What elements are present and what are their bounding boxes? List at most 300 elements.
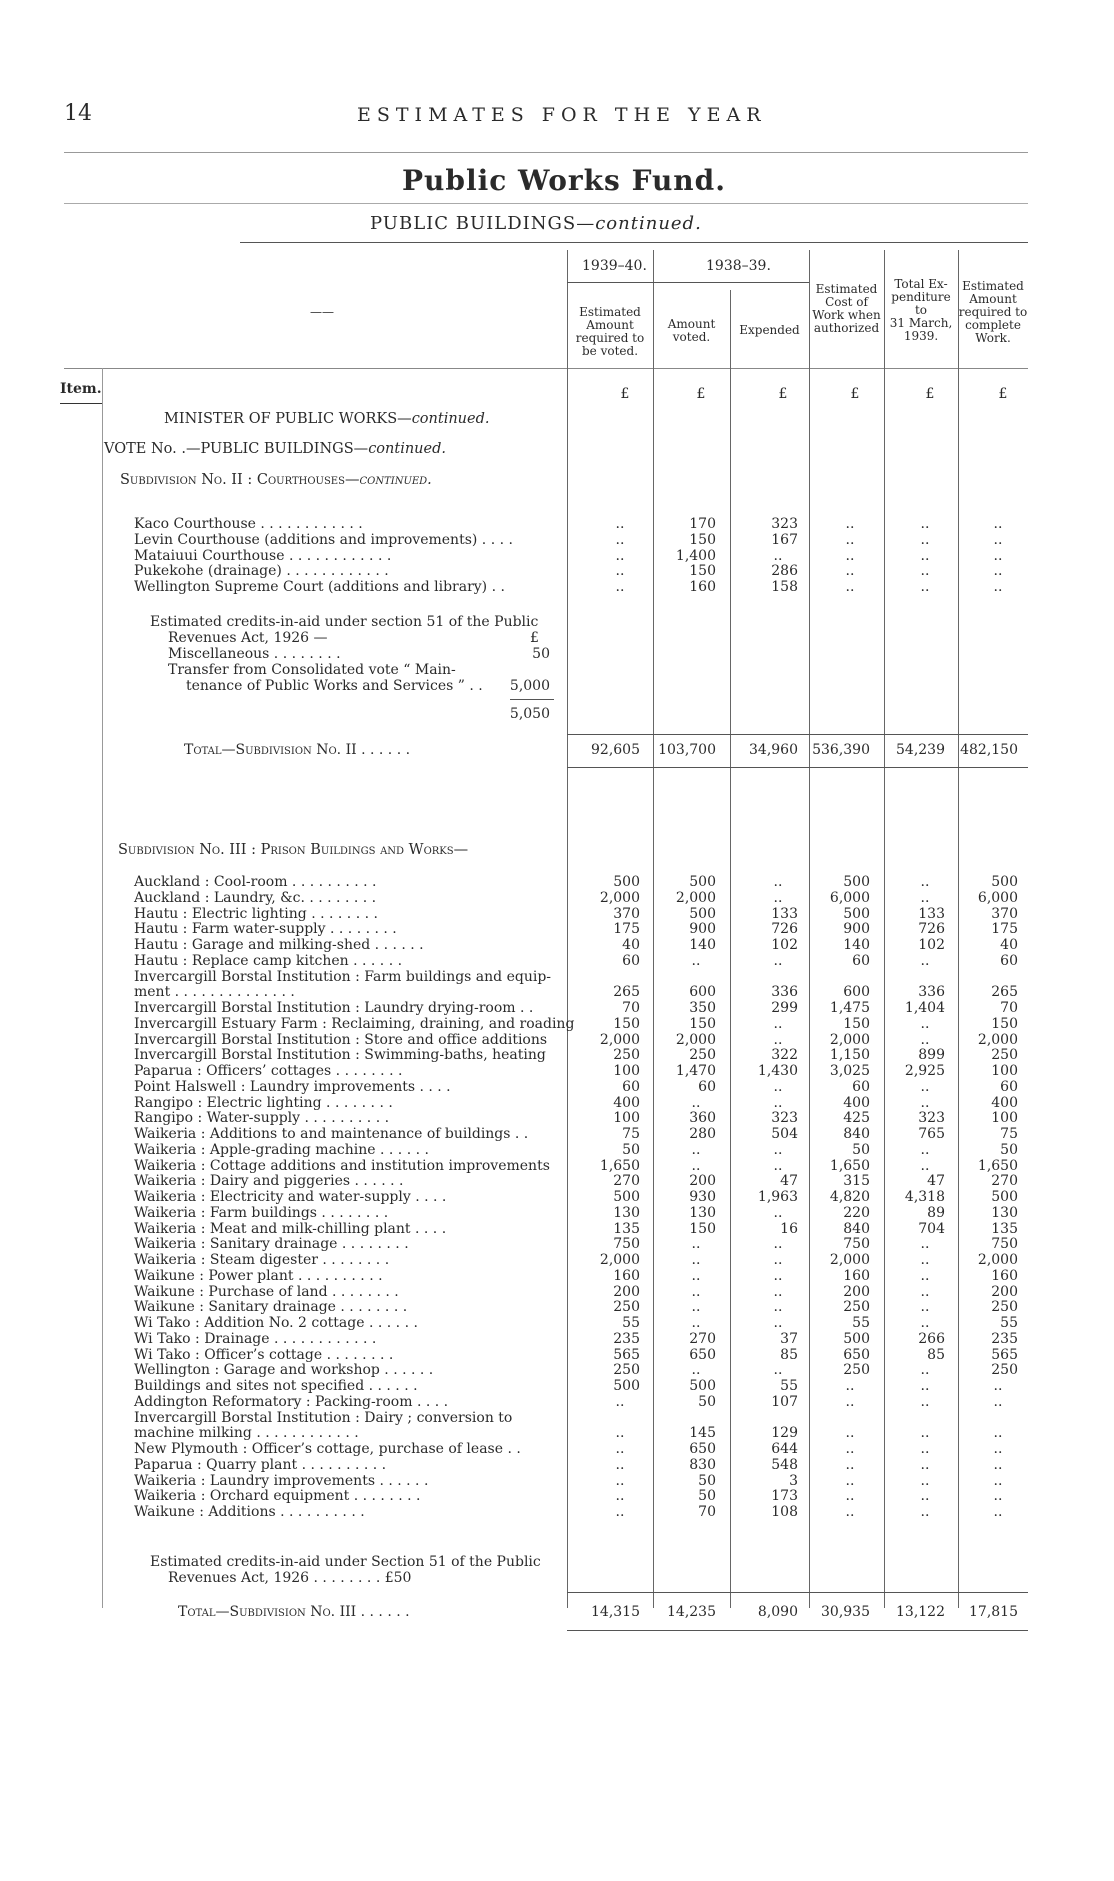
subdiv3-row-cell: 250	[613, 1299, 640, 1316]
subdiv3-row-label: machine milking . . . . . . . . . . . .	[134, 1425, 359, 1442]
subdiv3-row-cell: 235	[613, 1330, 640, 1347]
subdiv2-row-cell: 158	[771, 579, 798, 596]
column-heading-6	[958, 280, 1028, 345]
subdiv3-row-cell: 500	[689, 874, 716, 890]
subdiv3-row-cell: 644	[771, 1441, 798, 1457]
subdiv3-row-cell: 900	[843, 921, 870, 938]
subdiv3-row-cell: ..	[615, 1425, 625, 1442]
subdiv3-row-cell: 323	[771, 1110, 798, 1127]
subdiv2-row-cell: ..	[993, 563, 1003, 580]
subdiv3-row-cell: ..	[691, 1252, 701, 1268]
subdiv3-row-cell: ..	[920, 1488, 930, 1505]
subdiv3-row-label: Invercargill Borstal Institution : Laundry drying-room . .	[134, 1000, 534, 1016]
subdiv3-row-label: Waikune : Power plant . . . . . . . . . .	[134, 1267, 383, 1284]
subdiv3-row-cell: 2,000	[599, 1252, 640, 1268]
subdiv3-row-cell: 2,000	[829, 1031, 870, 1048]
credits-line: Estimated credits-in-aid under Section 51 of the Public	[150, 1554, 541, 1570]
total-top-rule	[567, 734, 1028, 735]
subdiv2-row-cell: ..	[845, 547, 855, 564]
subdiv3-row-cell: ..	[920, 1267, 930, 1284]
subdiv3-row-cell: 129	[771, 1425, 798, 1442]
column-heading-line: Amount	[667, 317, 716, 331]
credits-line: Revenues Act, 1926 . . . . . . . . £50	[168, 1570, 412, 1586]
column-heading-4	[809, 283, 884, 335]
subdiv3-row-cell: ..	[920, 1425, 930, 1442]
subdiv3-row-cell: 1,430	[757, 1063, 798, 1079]
subdiv3-row-cell: 50	[698, 1488, 716, 1505]
currency-symbol: £	[998, 386, 1008, 402]
subdiv3-row-cell: ..	[920, 1393, 930, 1410]
header-rule	[64, 152, 1028, 153]
subdiv2-row-cell: ..	[845, 531, 855, 548]
subdiv3-row-cell: 150	[991, 1015, 1018, 1032]
subdiv3-row-cell: 265	[613, 984, 640, 1001]
credits-line: Miscellaneous . . . . . . . .	[168, 646, 341, 662]
subdiv3-row-cell: ..	[691, 1315, 701, 1331]
subdiv3-row-cell: 140	[689, 937, 716, 953]
year-1938-39: 1938–39.	[706, 258, 771, 274]
credits-sum-rule	[510, 699, 554, 700]
body-vline	[567, 368, 568, 1608]
subdiv3-row-cell: 750	[613, 1236, 640, 1253]
minister-heading: MINISTER OF PUBLIC WORKS—continued.	[164, 411, 490, 427]
subdiv3-row-cell: 85	[780, 1346, 798, 1363]
subdiv2-row-cell: ..	[920, 579, 930, 596]
subdiv2-total: 54,239	[896, 742, 945, 758]
subdiv3-row-cell: 133	[771, 905, 798, 922]
subdiv2-row-cell: 1,400	[675, 547, 716, 564]
subdiv3-row-cell: 55	[780, 1378, 798, 1394]
subdiv3-row-cell: 70	[622, 1000, 640, 1016]
subdiv3-row-cell: 265	[991, 984, 1018, 1001]
subdiv3-row-label: Waikeria : Apple-grading machine . . . . . .	[134, 1141, 429, 1158]
column-heading-line: penditure	[891, 290, 951, 304]
subdiv3-row-cell: ..	[615, 1504, 625, 1520]
subdiv3-row-cell: 250	[613, 1362, 640, 1379]
subdiv3-row-cell: ..	[845, 1425, 855, 1442]
subdiv3-row-label: Addington Reformatory : Packing-room . . . .	[134, 1393, 449, 1410]
subdiv3-row-cell: 175	[991, 921, 1018, 938]
subdiv2-row-cell: ..	[773, 547, 783, 564]
currency-symbol: £	[925, 386, 935, 402]
subdiv3-row-cell: ..	[615, 1488, 625, 1505]
subdiv3-row-cell: 500	[991, 1189, 1018, 1205]
column-heading-2	[653, 318, 730, 344]
subdiv3-row-cell: 60	[1000, 1078, 1018, 1095]
subdiv2-row-cell: ..	[920, 547, 930, 564]
subdiv3-row-cell: 40	[622, 937, 640, 953]
subdiv3-row-cell: ..	[845, 1441, 855, 1457]
subdiv2-row-label: Pukekohe (drainage) . . . . . . . . . . . .	[134, 563, 389, 580]
subdiv3-row-cell: 360	[689, 1110, 716, 1127]
subdiv3-row-cell: 899	[918, 1047, 945, 1064]
subdiv3-row-cell: 108	[771, 1504, 798, 1520]
subdiv3-row-cell: 85	[927, 1346, 945, 1363]
subdiv3-row-cell: 75	[622, 1126, 640, 1142]
subdiv3-row-cell: 1,150	[829, 1047, 870, 1064]
subdiv3-total: 30,935	[821, 1604, 870, 1620]
subdiv3-row-cell: 133	[918, 905, 945, 922]
subdiv3-row-cell: 400	[991, 1094, 1018, 1111]
subdiv3-row-label: Waikeria : Cottage additions and institution improvements	[134, 1157, 550, 1174]
subdiv3-row-cell: 150	[613, 1015, 640, 1032]
column-heading-line: authorized	[813, 321, 880, 335]
subdiv3-row-cell: 765	[918, 1126, 945, 1142]
subdiv3-row-cell: 50	[698, 1472, 716, 1489]
subdiv3-row-cell: ..	[773, 1236, 783, 1253]
subdiv3-row-cell: 60	[698, 1078, 716, 1095]
column-heading-5	[884, 278, 958, 343]
subdiv2-row-label: Mataiuui Courthouse . . . . . . . . . . . .	[134, 547, 392, 564]
subdiv3-row-label: Waikeria : Laundry improvements . . . . . .	[134, 1472, 429, 1489]
subdiv3-row-cell: 500	[991, 874, 1018, 890]
subdiv3-row-cell: 200	[991, 1283, 1018, 1300]
heading-rule-1938	[653, 282, 809, 283]
subdiv3-row-cell: 900	[689, 921, 716, 938]
subdiv3-row-cell: ..	[920, 1078, 930, 1095]
subdiv3-row-cell: 60	[852, 952, 870, 969]
column-heading-line: Work when	[812, 308, 881, 322]
subdiv3-row-cell: 1,650	[599, 1157, 640, 1174]
subdiv3-row-label: Rangipo : Water-supply . . . . . . . . . .	[134, 1110, 390, 1127]
subdiv3-row-cell: 135	[991, 1220, 1018, 1237]
subdiv3-row-cell: ..	[773, 1078, 783, 1095]
subdiv3-row-cell: ..	[773, 889, 783, 906]
subdiv3-row-cell: 830	[689, 1456, 716, 1473]
heading-rule-1939	[567, 282, 653, 283]
subdiv3-row-cell: 235	[991, 1330, 1018, 1347]
subdiv3-row-cell: 220	[843, 1204, 870, 1221]
subdiv3-row-cell: ..	[920, 1094, 930, 1111]
subdiv3-row-cell: 250	[991, 1299, 1018, 1316]
subdiv3-row-label: Waikune : Additions . . . . . . . . . .	[134, 1504, 365, 1520]
subdiv3-row-cell: 500	[613, 1378, 640, 1394]
subdiv3-total-label: Total—Subdivision No. III . . . . . .	[178, 1604, 410, 1620]
page-number: 14	[64, 101, 92, 126]
subdiv3-row-cell: 175	[613, 921, 640, 938]
subdiv2-total: 482,150	[960, 742, 1018, 758]
subdiv2-row-cell: ..	[993, 531, 1003, 548]
subdiv3-row-label: Invercargill Borstal Institution : Store and office additions	[134, 1031, 548, 1048]
subdiv3-row-label: Waikune : Sanitary drainage . . . . . . . .	[134, 1299, 408, 1316]
subdiv3-row-cell: 650	[689, 1346, 716, 1363]
subdiv3-row-cell: 1,475	[829, 1000, 870, 1016]
subdiv3-row-cell: 100	[613, 1063, 640, 1079]
subdiv3-row-cell: 600	[689, 984, 716, 1001]
subdiv3-row-cell: 500	[689, 905, 716, 922]
subdiv3-row-cell: 160	[843, 1267, 870, 1284]
item-rule	[60, 403, 102, 404]
blank-heading-dash: ——	[310, 305, 334, 319]
subdiv2-row-cell: ..	[615, 563, 625, 580]
subdiv3-row-cell: 250	[843, 1299, 870, 1316]
subdiv2-row-cell: ..	[615, 516, 625, 532]
subdiv3-row-label: Invercargill Estuary Farm : Reclaiming, draining, and roading	[134, 1015, 575, 1032]
column-heading-3	[730, 324, 809, 337]
subdiv3-row-label: Wellington : Garage and workshop . . . . . .	[134, 1362, 434, 1379]
subdiv3-row-cell: 145	[689, 1425, 716, 1442]
subdiv3-row-cell: 4,820	[829, 1189, 870, 1205]
subdiv3-row-cell: ..	[993, 1488, 1003, 1505]
subdiv3-row-label: Wi Tako : Addition No. 2 cottage . . . . . .	[134, 1315, 418, 1331]
subdiv3-row-cell: 500	[613, 874, 640, 890]
subdiv3-row-cell: 100	[991, 1063, 1018, 1079]
subdiv3-row-cell: ..	[691, 1141, 701, 1158]
subdiv3-row-cell: ..	[773, 1362, 783, 1379]
subdiv3-row-cell: 107	[771, 1393, 798, 1410]
subdiv3-row-cell: ..	[773, 1094, 783, 1111]
subdiv3-row-cell: ..	[920, 1031, 930, 1048]
subdiv2-row-cell: ..	[845, 516, 855, 532]
subdiv3-row-cell: ..	[920, 1378, 930, 1394]
column-heading-line: required to	[958, 305, 1028, 319]
subdiv3-row-cell: 6,000	[829, 889, 870, 906]
subdiv3-row-label: Rangipo : Electric lighting . . . . . . . .	[134, 1094, 393, 1111]
credits-value-total: 5,050	[509, 706, 550, 722]
subdiv3-row-cell: 50	[852, 1141, 870, 1158]
subdiv3-row-label: Invercargill Borstal Institution : Swimming-baths, heating	[134, 1047, 546, 1064]
subdiv2-row-cell: ..	[845, 579, 855, 596]
subdiv3-row-cell: ..	[691, 1094, 701, 1111]
subdiv3-row-cell: ..	[773, 1204, 783, 1221]
subdiv2-row-cell: 150	[689, 531, 716, 548]
subdiv3-row-cell: ..	[993, 1441, 1003, 1457]
column-heading-line: 31 March,	[889, 316, 953, 330]
column-heading-line: required to	[575, 331, 645, 345]
subdiv3-row-cell: ..	[773, 1283, 783, 1300]
subdiv2-row-label: Kaco Courthouse . . . . . . . . . . . .	[134, 516, 363, 532]
subdiv3-row-cell: 350	[689, 1000, 716, 1016]
subdiv3-total: 13,122	[896, 1604, 945, 1620]
subdiv3-row-cell: ..	[920, 1252, 930, 1268]
subdiv2-total: 103,700	[658, 742, 716, 758]
subdiv3-row-cell: 270	[689, 1330, 716, 1347]
heading-vline	[809, 250, 810, 368]
heading-vline	[884, 250, 885, 368]
subtitle-rule	[240, 242, 1028, 243]
currency-symbol: £	[696, 386, 706, 402]
subdiv3-row-label: Auckland : Cool-room . . . . . . . . . .	[134, 874, 377, 890]
subdiv3-row-label: Point Halswell : Laundry improvements . . . .	[134, 1078, 451, 1095]
subdiv3-row-cell: ..	[773, 874, 783, 890]
subdiv3-row-cell: ..	[691, 1283, 701, 1300]
column-heading-line: Expended	[739, 323, 800, 337]
subdiv3-row-cell: ..	[920, 1362, 930, 1379]
subdiv3-row-cell: 70	[698, 1504, 716, 1520]
subdiv3-row-cell: 323	[918, 1110, 945, 1127]
subdiv3-row-label: Invercargill Borstal Institution : Dairy ; conversion to	[134, 1409, 513, 1426]
subdiv3-row-cell: 89	[927, 1204, 945, 1221]
subdiv3-row-cell: ..	[615, 1472, 625, 1489]
title-rule	[64, 203, 1028, 204]
subdivision-2-heading: Subdivision No. II : Courthouses—continued.	[120, 472, 432, 488]
subdiv3-row-cell: 840	[843, 1220, 870, 1237]
column-heading-line: be voted.	[581, 344, 639, 358]
subdiv3-row-cell: 548	[771, 1456, 798, 1473]
subdiv3-row-cell: ..	[615, 1393, 625, 1410]
column-heading-line: to	[914, 303, 928, 317]
subdiv3-row-cell: 200	[689, 1173, 716, 1190]
subdiv3-row-cell: 60	[622, 1078, 640, 1095]
subdiv3-row-cell: 47	[780, 1173, 798, 1190]
subdiv3-total: 14,315	[591, 1604, 640, 1620]
subdiv3-row-cell: 100	[991, 1110, 1018, 1127]
subdiv3-row-cell: 37	[780, 1330, 798, 1347]
subdiv3-row-cell: 60	[622, 952, 640, 969]
subdiv3-row-cell: 500	[613, 1189, 640, 1205]
credits-value-transfer: 5,000	[509, 678, 550, 694]
subdiv3-row-cell: 400	[613, 1094, 640, 1111]
subdiv3-row-cell: ..	[773, 1157, 783, 1174]
subdiv3-row-cell: ..	[845, 1472, 855, 1489]
subdiv3-row-cell: ..	[691, 1362, 701, 1379]
subdiv3-row-cell: ..	[691, 1299, 701, 1316]
column-heading-line: Estimated	[815, 282, 878, 296]
subdiv3-row-label: Hautu : Garage and milking-shed . . . . . .	[134, 937, 424, 953]
subdiv2-row-cell: ..	[993, 516, 1003, 532]
subdiv3-row-cell: 55	[1000, 1315, 1018, 1331]
column-heading-line: Estimated	[962, 279, 1024, 293]
subdiv2-row-cell: 150	[689, 563, 716, 580]
subdiv3-row-cell: ..	[691, 1236, 701, 1253]
credits-currency: £	[530, 630, 539, 646]
subdiv3-row-label: Hautu : Replace camp kitchen . . . . . .	[134, 952, 403, 969]
subdiv2-row-label: Levin Courthouse (additions and improvements) . . . .	[134, 531, 513, 548]
subdiv3-row-cell: 250	[613, 1047, 640, 1064]
item-column-line	[102, 368, 103, 1608]
subdiv3-row-cell: 750	[843, 1236, 870, 1253]
subdiv3-row-label: New Plymouth : Officer’s cottage, purchase of lease . .	[134, 1441, 521, 1457]
subdiv3-row-cell: ..	[920, 1472, 930, 1489]
subdiv3-row-cell: ..	[920, 1441, 930, 1457]
total-bottom-rule	[567, 1630, 1028, 1631]
subdiv3-row-cell: ..	[920, 1315, 930, 1331]
credits-line: Estimated credits-in-aid under section 51 of the Public	[150, 614, 539, 630]
subdiv3-row-cell: 2,000	[599, 1031, 640, 1048]
subdiv3-row-cell: ..	[845, 1393, 855, 1410]
subdiv3-row-cell: 1,963	[757, 1189, 798, 1205]
subdiv3-row-cell: 50	[1000, 1141, 1018, 1158]
subdiv3-row-cell: 250	[991, 1047, 1018, 1064]
subdiv3-row-cell: ..	[993, 1378, 1003, 1394]
subdiv3-row-cell: 650	[843, 1346, 870, 1363]
subdiv3-row-cell: 840	[843, 1126, 870, 1142]
subdiv2-total-label: Total—Subdivision No. II . . . . . .	[184, 742, 411, 758]
subdiv3-total: 17,815	[969, 1604, 1018, 1620]
subdiv3-row-cell: 336	[918, 984, 945, 1001]
subdiv3-row-cell: ..	[773, 1267, 783, 1284]
column-heading-line: 1939.	[903, 329, 939, 343]
subdiv3-row-cell: 2,000	[675, 889, 716, 906]
subdiv3-row-cell: 2,000	[829, 1252, 870, 1268]
subdiv3-row-label: Waikeria : Meat and milk-chilling plant . . . .	[134, 1220, 447, 1237]
subdiv3-row-cell: ..	[920, 1456, 930, 1473]
subdiv3-row-cell: 930	[689, 1189, 716, 1205]
subdiv3-row-cell: ..	[691, 952, 701, 969]
column-heading-line: Cost of	[825, 295, 868, 309]
subdiv3-row-cell: ..	[920, 874, 930, 890]
page-title: Public Works Fund.	[402, 164, 726, 197]
running-head: ESTIMATES FOR THE YEAR	[357, 104, 767, 126]
subdiv3-row-cell: ..	[845, 1378, 855, 1394]
subdivision-3-heading: Subdivision No. III : Prison Buildings and Works—	[118, 842, 469, 858]
subdiv3-row-cell: 299	[771, 1000, 798, 1016]
subdiv3-row-cell: 1,470	[675, 1063, 716, 1079]
subdiv3-row-cell: ..	[920, 1141, 930, 1158]
subdiv2-total: 34,960	[749, 742, 798, 758]
subdiv3-row-cell: 60	[852, 1078, 870, 1095]
subdiv3-row-cell: 500	[843, 905, 870, 922]
subdiv3-row-cell: ..	[920, 1015, 930, 1032]
subdiv2-row-cell: ..	[993, 579, 1003, 596]
subdiv2-row-cell: ..	[615, 579, 625, 596]
subdiv3-row-cell: 75	[1000, 1126, 1018, 1142]
column-heading-1	[567, 306, 653, 358]
subdiv3-row-cell: 336	[771, 984, 798, 1001]
subdiv3-row-cell: ..	[773, 1315, 783, 1331]
subdiv3-total: 8,090	[757, 1604, 798, 1620]
subdiv3-row-cell: ..	[845, 1504, 855, 1520]
currency-symbol: £	[850, 386, 860, 402]
subdiv3-row-cell: ..	[993, 1393, 1003, 1410]
subdiv3-row-cell: 150	[843, 1015, 870, 1032]
subdiv3-row-cell: 280	[689, 1126, 716, 1142]
subdiv3-row-label: Hautu : Farm water-supply . . . . . . . .	[134, 921, 397, 938]
subdiv3-row-cell: ..	[920, 1236, 930, 1253]
subdiv3-row-cell: ..	[773, 1252, 783, 1268]
column-heading-line: Estimated	[579, 305, 641, 319]
subdiv3-row-cell: ..	[920, 1299, 930, 1316]
subdiv3-row-cell: 130	[689, 1204, 716, 1221]
subdiv3-row-cell: 270	[991, 1173, 1018, 1190]
subdiv3-row-label: Waikeria : Dairy and piggeries . . . . . .	[134, 1173, 404, 1190]
subdiv3-row-cell: ..	[920, 1157, 930, 1174]
heading-vline	[730, 290, 731, 368]
subdiv3-row-cell: ..	[615, 1441, 625, 1457]
subdiv3-row-label: Waikeria : Electricity and water-supply . . . .	[134, 1189, 447, 1205]
subdiv3-row-cell: 565	[991, 1346, 1018, 1363]
currency-symbol: £	[778, 386, 788, 402]
subdiv3-row-cell: 600	[843, 984, 870, 1001]
heading-vline	[958, 250, 959, 368]
section-subtitle: PUBLIC BUILDINGS—continued.	[370, 213, 702, 234]
subdiv3-row-cell: 370	[613, 905, 640, 922]
subdiv3-row-cell: ..	[920, 1504, 930, 1520]
subdiv3-row-cell: 726	[771, 921, 798, 938]
subdiv3-row-cell: ..	[773, 952, 783, 969]
subdiv3-row-cell: ..	[920, 1283, 930, 1300]
credits-line: tenance of Public Works and Services ” . .	[186, 678, 483, 694]
subdiv3-row-cell: 47	[927, 1173, 945, 1190]
subdiv3-row-label: Paparua : Quarry plant . . . . . . . . . .	[134, 1456, 387, 1473]
subdiv3-row-cell: 102	[771, 937, 798, 953]
total-bottom-rule	[567, 767, 1028, 768]
subdiv3-row-cell: 1,404	[904, 1000, 945, 1016]
subdiv3-row-cell: 704	[918, 1220, 945, 1237]
subdiv3-row-label: Buildings and sites not specified . . . . . .	[134, 1378, 418, 1394]
subdiv2-row-cell: 170	[689, 516, 716, 532]
subdiv2-row-cell: ..	[920, 516, 930, 532]
subdiv3-row-cell: 6,000	[977, 889, 1018, 906]
subdiv2-total: 92,605	[591, 742, 640, 758]
subdiv3-row-cell: 4,318	[904, 1189, 945, 1205]
subdiv3-row-label: Wi Tako : Officer’s cottage . . . . . . . .	[134, 1346, 394, 1363]
subdiv3-row-cell: 2,000	[977, 1252, 1018, 1268]
subdiv3-row-cell: 2,000	[675, 1031, 716, 1048]
subdiv3-row-label: Wi Tako : Drainage . . . . . . . . . . . .	[134, 1330, 377, 1347]
subdiv3-row-label: Invercargill Borstal Institution : Farm buildings and equip-	[134, 968, 552, 985]
subdiv3-row-cell: 40	[1000, 937, 1018, 953]
